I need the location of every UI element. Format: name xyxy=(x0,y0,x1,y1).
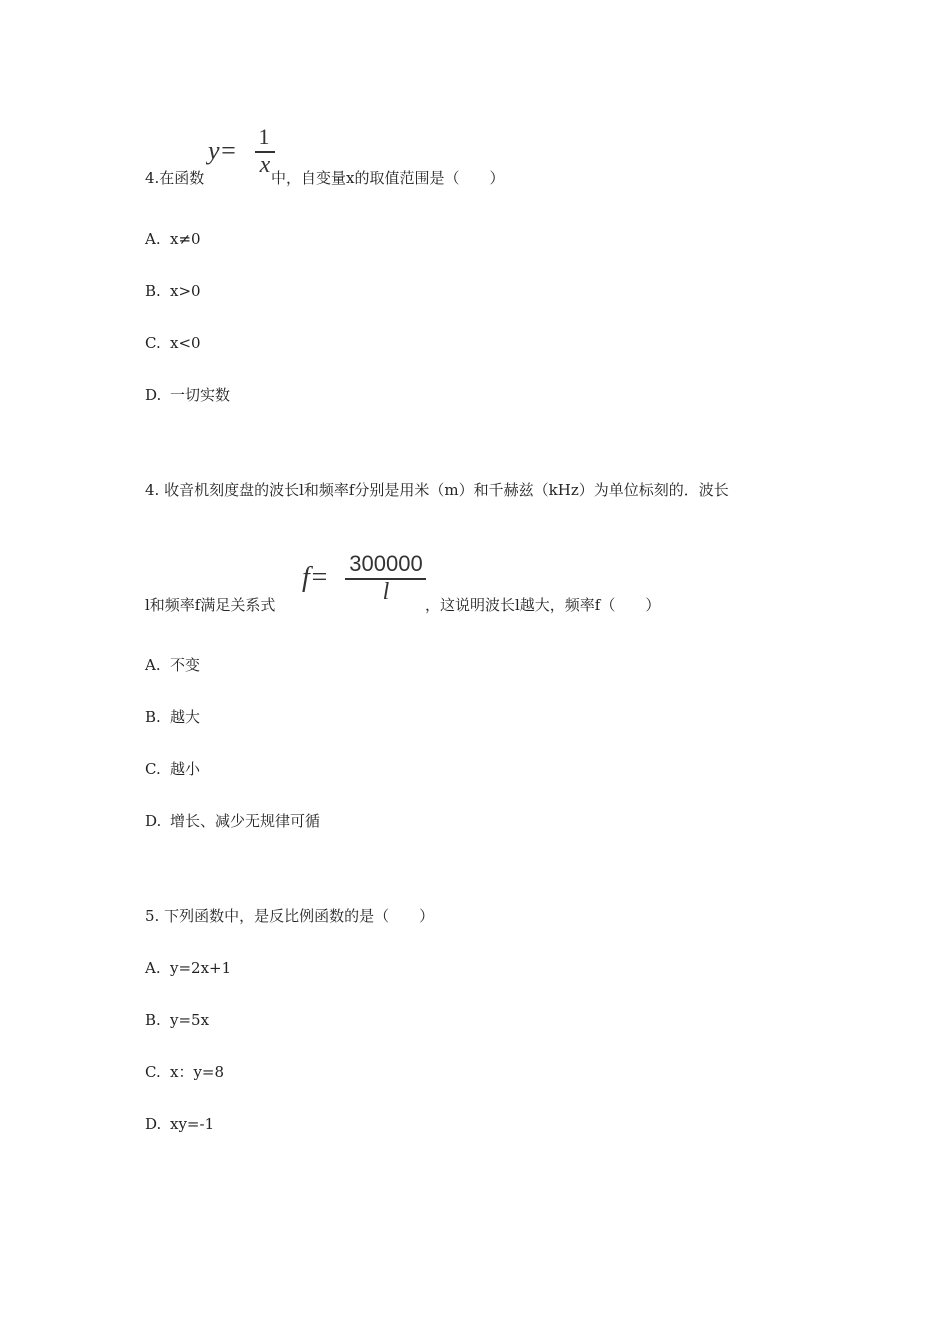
q2-option-b[interactable]: B. 越大 xyxy=(145,708,201,726)
formula-y-equals-1-over-x xyxy=(208,124,274,184)
question-1-suffix: 中，自变量x的取值范围是（ ） xyxy=(271,169,505,187)
q1-option-a[interactable]: A. x≠0 xyxy=(145,230,201,248)
q1-option-d[interactable]: D. 一切实数 xyxy=(145,386,231,404)
formula-f-equals-300000-over-l xyxy=(302,550,428,612)
question-2-suffix: ，这说明波长l越大，频率f（ ） xyxy=(425,596,661,614)
formula-denominator: l xyxy=(382,579,390,605)
question-1-prefix: 4.在函数 xyxy=(145,169,205,187)
question-1-stem xyxy=(145,168,204,188)
q2-option-d[interactable]: D. 增长、减少无规律可循 xyxy=(145,812,321,830)
formula-lhs: y= xyxy=(208,136,238,165)
question-2-prefix: l和频率f满足关系式 xyxy=(145,596,276,614)
question-2-stem-line-1: 4. 收音机刻度盘的波长l和频率f分别是用米（m）和千赫兹（kHz）为单位标刻的．波长 xyxy=(145,481,729,499)
question-3-stem: 5. 下列函数中，是反比例函数的是（ ） xyxy=(145,907,435,925)
q3-option-b[interactable]: B. y=5x xyxy=(145,1011,210,1029)
q3-option-d[interactable]: D. xy=-1 xyxy=(145,1115,215,1133)
q2-option-c[interactable]: C. 越小 xyxy=(145,760,201,778)
formula-denominator: x xyxy=(259,152,271,178)
q2-option-a[interactable]: A. 不变 xyxy=(145,656,201,674)
q1-option-b[interactable]: B. x>0 xyxy=(145,282,201,300)
q1-option-c[interactable]: C. x<0 xyxy=(145,334,201,352)
formula-numerator: 1 xyxy=(258,124,270,149)
formula-lhs: f= xyxy=(302,562,329,593)
q3-option-a[interactable]: A. y=2x+1 xyxy=(145,959,232,977)
formula-numerator: 300000 xyxy=(349,551,423,576)
q3-option-c[interactable]: C. x：y=8 xyxy=(145,1063,225,1081)
